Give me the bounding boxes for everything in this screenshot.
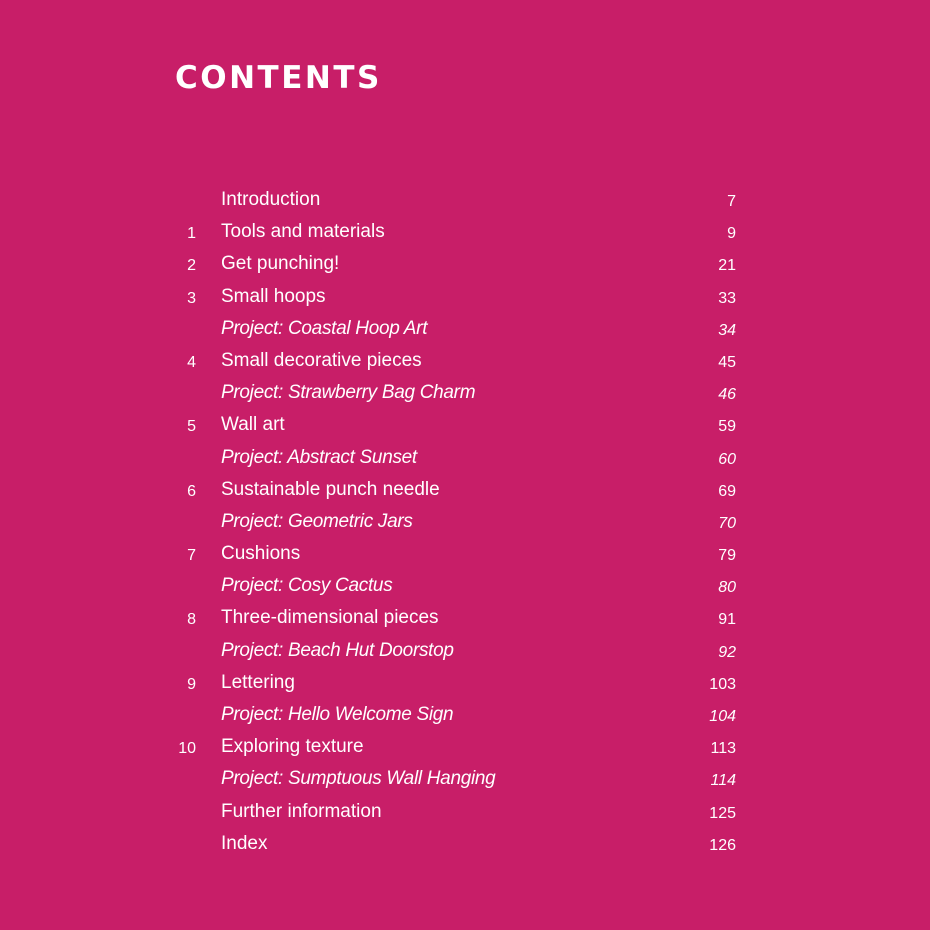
toc-entry-title: Further information	[221, 800, 382, 822]
contents-heading: CONTENTS	[175, 60, 382, 96]
toc-chapter-entry	[170, 409, 736, 441]
toc-chapter-entry	[170, 796, 736, 828]
toc-page-number: 126	[709, 836, 736, 854]
toc-chapter-entry	[170, 184, 736, 216]
toc-page-number: 79	[718, 547, 736, 565]
toc-entry-title: Project: Abstract Sunset	[221, 446, 417, 468]
toc-page-number: 91	[718, 611, 736, 629]
toc-chapter-entry	[170, 281, 736, 313]
toc-project-entry	[170, 313, 736, 345]
toc-chapter-number: 10	[178, 740, 196, 758]
toc-chapter-number: 2	[187, 257, 196, 275]
toc-chapter-entry	[170, 602, 736, 634]
toc-chapter-entry	[170, 345, 736, 377]
toc-page-number: 125	[709, 804, 736, 822]
toc-project-entry	[170, 635, 736, 667]
toc-chapter-entry	[170, 538, 736, 570]
toc-page-number: 34	[718, 321, 736, 339]
toc-chapter-number: 8	[187, 611, 196, 629]
toc-entry-title: Project: Coastal Hoop Art	[221, 317, 428, 339]
toc-project-entry	[170, 763, 736, 795]
toc-project-entry	[170, 442, 736, 474]
toc-entry-title: Project: Beach Hut Doorstop	[221, 639, 454, 661]
toc-entry-title: Introduction	[221, 189, 321, 210]
toc-project-entry	[170, 506, 736, 538]
toc-page-number: 33	[718, 289, 736, 307]
toc-page-number: 21	[718, 257, 736, 275]
toc-chapter-number: 7	[187, 547, 196, 565]
toc-chapter-entry	[170, 828, 736, 860]
toc-page-number: 7	[727, 193, 736, 210]
toc-page-number: 69	[718, 482, 736, 500]
toc-chapter-entry	[170, 216, 736, 248]
toc-entry-title: Project: Geometric Jars	[221, 510, 413, 532]
toc-entry-title: Cushions	[221, 543, 301, 565]
toc-page-number: 45	[718, 353, 736, 371]
toc-entry-title: Project: Hello Welcome Sign	[221, 704, 454, 725]
toc-entry-title: Sustainable punch needle	[221, 478, 440, 500]
toc-chapter-number: 6	[187, 482, 196, 500]
toc-entry-title: Three-dimensional pieces	[221, 607, 439, 629]
table-of-contents	[170, 184, 736, 860]
toc-page-number: 114	[710, 772, 736, 790]
toc-chapter-number: 9	[187, 675, 196, 693]
toc-project-entry	[170, 570, 736, 602]
toc-page-number: 9	[727, 225, 736, 243]
toc-entry-title: Tools and materials	[221, 221, 385, 243]
toc-page-number: 103	[709, 675, 736, 693]
toc-chapter-entry	[170, 474, 736, 506]
toc-chapter-number: 5	[187, 418, 196, 436]
toc-entry-title: Lettering	[221, 671, 295, 693]
toc-project-entry	[170, 377, 736, 409]
toc-entry-title: Project: Cosy Cactus	[221, 575, 393, 597]
toc-page-number: 59	[718, 418, 736, 436]
toc-chapter-number: 3	[187, 289, 196, 307]
toc-page-number: 60	[718, 450, 736, 468]
toc-entry-title: Project: Sumptuous Wall Hanging	[221, 768, 496, 790]
toc-chapter-entry	[170, 667, 736, 699]
toc-page-number: 92	[718, 643, 736, 661]
toc-entry-title: Exploring texture	[221, 736, 364, 758]
toc-entry-title: Small hoops	[221, 285, 326, 307]
toc-entry-title: Get punching!	[221, 253, 340, 275]
toc-page-number: 80	[718, 579, 736, 597]
toc-page-number: 46	[718, 386, 736, 404]
toc-page-number: 70	[718, 514, 736, 532]
toc-project-entry	[170, 699, 736, 731]
toc-entry-title: Index	[221, 832, 268, 854]
toc-entry-title: Wall art	[221, 414, 285, 436]
toc-entry-title: Small decorative pieces	[221, 349, 422, 371]
toc-chapter-entry	[170, 731, 736, 763]
toc-chapter-entry	[170, 248, 736, 280]
toc-chapter-number: 4	[187, 353, 196, 371]
toc-page-number: 104	[709, 708, 736, 725]
toc-page-number: 113	[710, 740, 736, 758]
toc-entry-title: Project: Strawberry Bag Charm	[221, 382, 476, 404]
toc-chapter-number: 1	[187, 225, 196, 243]
